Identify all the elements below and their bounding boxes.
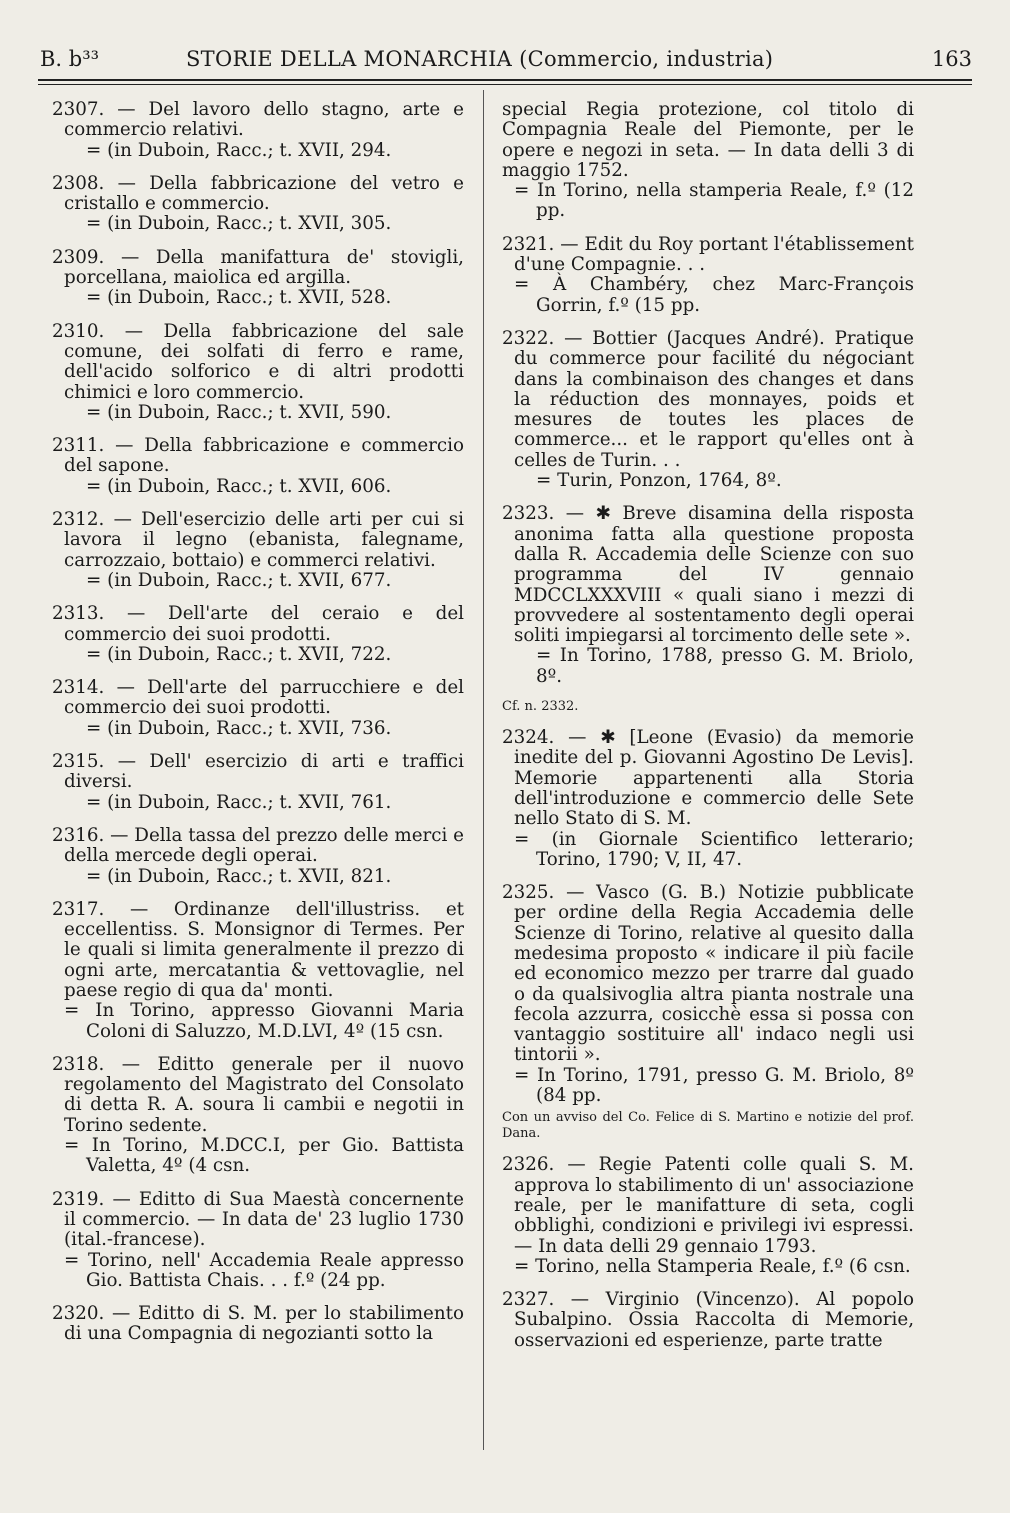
entry-note <box>502 1110 914 1142</box>
entry-location: = Turin, Ponzon, 1764, 8º. <box>536 470 782 492</box>
entry-2325 <box>502 883 914 1142</box>
entry-text: 2308. — Della fabbricazione del vetro e cristallo e commercio. <box>52 172 464 215</box>
entry-2324 <box>502 728 914 870</box>
entry-location: = (in Duboin, Racc.; t. XVII, 761. <box>86 791 392 813</box>
entry-text: 2327. — Virginio (Vincenzo). Al popolo Subalpino. Ossia Raccolta di Memorie, osservazioni ed esperienze, parte tratte <box>502 1289 914 1351</box>
left-column <box>52 100 464 1358</box>
entry-text: 2323. — ✱ Breve disamina della risposta anonima fatta alla questione proposta dalla R. Accademia delle Scienze con suo programma del IV gennaio MDCCLXXXVIII « quali siano i mezzi di provvedere al sostentamento degli operai soliti impiegarsi al torcimento delle sete ». <box>502 503 914 647</box>
entry-2309 <box>52 248 464 309</box>
entry-text: 2314. — Dell'arte del parrucchiere e del commercio dei suoi prodotti. <box>52 677 464 719</box>
entry-text: 2316. — Della tassa del prezzo delle merci e della mercede degli operai. <box>52 824 464 867</box>
entry-2315 <box>52 752 464 813</box>
entry-location: = In Torino, M.DCC.I, per Gio. Battista Valetta, 4º (4 csn. <box>64 1135 464 1177</box>
entry-2323 <box>502 504 914 715</box>
entry-2312 <box>52 510 464 591</box>
entry-location: = À Chambéry, chez Marc-François Gorrin, f.º (15 pp. <box>514 274 914 316</box>
entry-2317 <box>52 900 464 1042</box>
entry-location: = In Torino, nella stamperia Reale, f.º (12 pp. <box>514 180 914 222</box>
page-number: 163 <box>931 47 972 71</box>
entry-text: 2319. — Editto di Sua Maestà concernente il commercio. — In data de' 23 luglio 1730 (ital.-francese). <box>52 1188 464 1251</box>
entry-location: = (in Duboin, Racc.; t. XVII, 736. <box>86 717 392 739</box>
entry-2321 <box>502 235 914 316</box>
entry-2318 <box>52 1055 464 1177</box>
entry-location: = (in Duboin, Racc.; t. XVII, 677. <box>86 569 392 591</box>
entry-2320-continued <box>502 100 914 222</box>
entry-2310 <box>52 322 464 423</box>
entry-text: 2322. — Bottier (Jacques André). Pratique du commerce pour facilité du négociant dans la combinaison des changes et dans la réduction des monnayes, poids et mesures de toutes les places de commerce... et le rapport qu'elles ont à celles de Turin. . . <box>502 327 914 471</box>
header-rule-thick <box>38 79 972 81</box>
entry-text: 2309. — Della manifattura de' stovigli, porcellana, maiolica ed argilla. <box>52 246 464 289</box>
entry-location: = (in Duboin, Racc.; t. XVII, 528. <box>86 287 392 309</box>
entry-2307 <box>52 100 464 161</box>
entry-location: = In Torino, 1788, presso G. M. Briolo, 8º. <box>536 645 914 687</box>
entry-text: 2321. — Edit du Roy portant l'établissement d'une Compagnie. . . <box>502 233 914 276</box>
entry-2308 <box>52 174 464 235</box>
entry-text: 2307. — Del lavoro dello stagno, arte e commercio relativi. <box>52 99 464 141</box>
entry-text: 2312. — Dell'esercizio delle arti per cui si lavora il legno (ebanista, falegname, carrozzaio, bottaio) e commerci relativi. <box>52 509 464 571</box>
entry-2319 <box>52 1190 464 1291</box>
entry-text: 2324. — ✱ [Leone (Evasio) da memorie inedite del p. Giovanni Agostino De Levis]. Memorie appartenenti alla Storia dell'introduzione e commercio delle Sete nello Stato di S. M. <box>502 727 914 830</box>
entry-location: = (in Duboin, Racc.; t. XVII, 821. <box>86 865 392 887</box>
entry-text: special Regia protezione, col titolo di Compagnia Reale del Piemonte, per le opere e negozi in seta. — In data delli 3 di maggio 1752. <box>502 99 914 181</box>
page-header <box>38 46 972 76</box>
entry-text: 2315. — Dell' esercizio di arti e traffici diversi. <box>52 751 464 793</box>
entry-location: = (in Duboin, Racc.; t. XVII, 590. <box>86 401 392 423</box>
entry-text: 2320. — Editto di S. M. per lo stabilimento di una Compagnia di negozianti sotto la <box>52 1303 464 1345</box>
entry-2320 <box>52 1304 464 1345</box>
header-rule-thin <box>38 84 972 85</box>
entry-text: 2325. — Vasco (G. B.) Notizie pubblicate per ordine della Regia Accademia delle Scienze di Torino, relative al quesito dalla medesima proposto « indicare il più facile ed economico mezzo per trarre dal guado o da qualsivoglia altra pianta nostrale una fecola azzurra, cosicchè essa si possa con vantaggio sostituire all' indaco negli usi tintorii ». <box>502 882 914 1066</box>
entry-2327 <box>502 1290 914 1351</box>
entry-location: = In Torino, appresso Giovanni Maria Coloni di Saluzzo, M.D.LVI, 4º (15 csn. <box>64 1000 464 1042</box>
entry-location: = Torino, nella Stamperia Reale, f.º (6 csn. <box>514 1255 911 1277</box>
entry-location: = (in Duboin, Racc.; t. XVII, 722. <box>86 643 392 665</box>
running-title: STORIE DELLA MONARCHIA (Commercio, industria) <box>186 47 774 71</box>
entry-location: = (in Giornale Scientifico letterario; Torino, 1790; V, II, 47. <box>514 828 914 870</box>
note-text: Cf. n. 2332. <box>502 699 579 715</box>
entry-location: = (in Duboin, Racc.; t. XVII, 305. <box>86 213 392 235</box>
entry-text: 2311. — Della fabbricazione e commercio del sapone. <box>52 435 464 477</box>
entry-2314 <box>52 678 464 739</box>
entry-2313 <box>52 604 464 665</box>
signature-mark: B. b³³ <box>40 47 100 71</box>
entry-2311 <box>52 436 464 497</box>
entry-location: = Torino, nell' Accademia Reale appresso Gio. Battista Chais. . . f.º (24 pp. <box>64 1249 464 1291</box>
entry-text: 2317. — Ordinanze dell'illustriss. et eccellentiss. S. Monsignor di Termes. Per le quali si limita generalmente il prezzo di ogni arte, mercatantia & vettovaglie, nel paese regio di qua da' monti. <box>52 898 464 1001</box>
entry-text: 2310. — Della fabbricazione del sale comune, dei solfati di ferro e rame, dell'acido solforico e di altri prodotti chimici e loro commercio. <box>52 320 464 403</box>
column-divider <box>483 90 484 1450</box>
entry-note <box>502 699 914 715</box>
entry-text: 2326. — Regie Patenti colle quali S. M. approva lo stabilimento di un' associazione reale, per le manifatture di seta, cogli obblighi, condizioni e privilegi ivi espressi. — In data delli 29 gennaio 1793. <box>502 1154 914 1257</box>
entry-location: = In Torino, 1791, presso G. M. Briolo, 8º (84 pp. <box>514 1064 914 1107</box>
entry-text: 2313. — Dell'arte del ceraio e del commercio dei suoi prodotti. <box>52 603 464 645</box>
entry-2322 <box>502 329 914 491</box>
entry-2316 <box>52 826 464 887</box>
entry-location: = (in Duboin, Racc.; t. XVII, 294. <box>86 139 392 161</box>
note-text: Con un avviso del Co. Felice di S. Martino e notizie del prof. Dana. <box>502 1110 914 1142</box>
right-column <box>502 100 914 1364</box>
entry-text: 2318. — Editto generale per il nuovo regolamento del Magistrato del Consolato di detta R. A. soura li cambii e negotii in Torino sedente. <box>52 1053 464 1136</box>
entry-2326 <box>502 1155 914 1277</box>
entry-location: = (in Duboin, Racc.; t. XVII, 606. <box>86 475 392 497</box>
